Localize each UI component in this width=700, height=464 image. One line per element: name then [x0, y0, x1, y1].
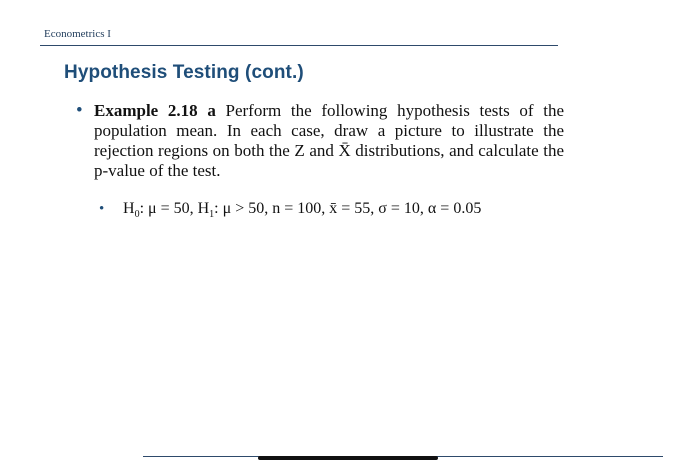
course-header: Econometrics I [44, 28, 111, 40]
sub-bullet-marker: • [99, 201, 105, 217]
bullet-marker: • [76, 100, 83, 121]
h0-lead: H [123, 200, 135, 217]
hypothesis-text [123, 199, 481, 225]
example-body: Perform the following hypothesis tests of the population mean. In each case, draw a picture to illustrate the rejection regions on both the Z and X̄ distributions, and calculate the p-value of the test. [94, 101, 564, 180]
slide-title: Hypothesis Testing (cont.) [64, 62, 304, 83]
header-divider [40, 45, 558, 46]
h0-subscript: 0 [134, 209, 140, 221]
h1-rest: : μ > 50, n = 100, x̄ = 55, σ = 10, α = 0.05 [214, 200, 482, 217]
example-label: Example 2.18 a [94, 101, 216, 120]
h1-lead: H [197, 200, 210, 217]
scroll-indicator-bar[interactable] [258, 456, 438, 460]
example-text-block [94, 101, 564, 181]
h0-rest: : μ = 50, [139, 200, 194, 217]
h1-subscript: 1 [209, 209, 215, 221]
